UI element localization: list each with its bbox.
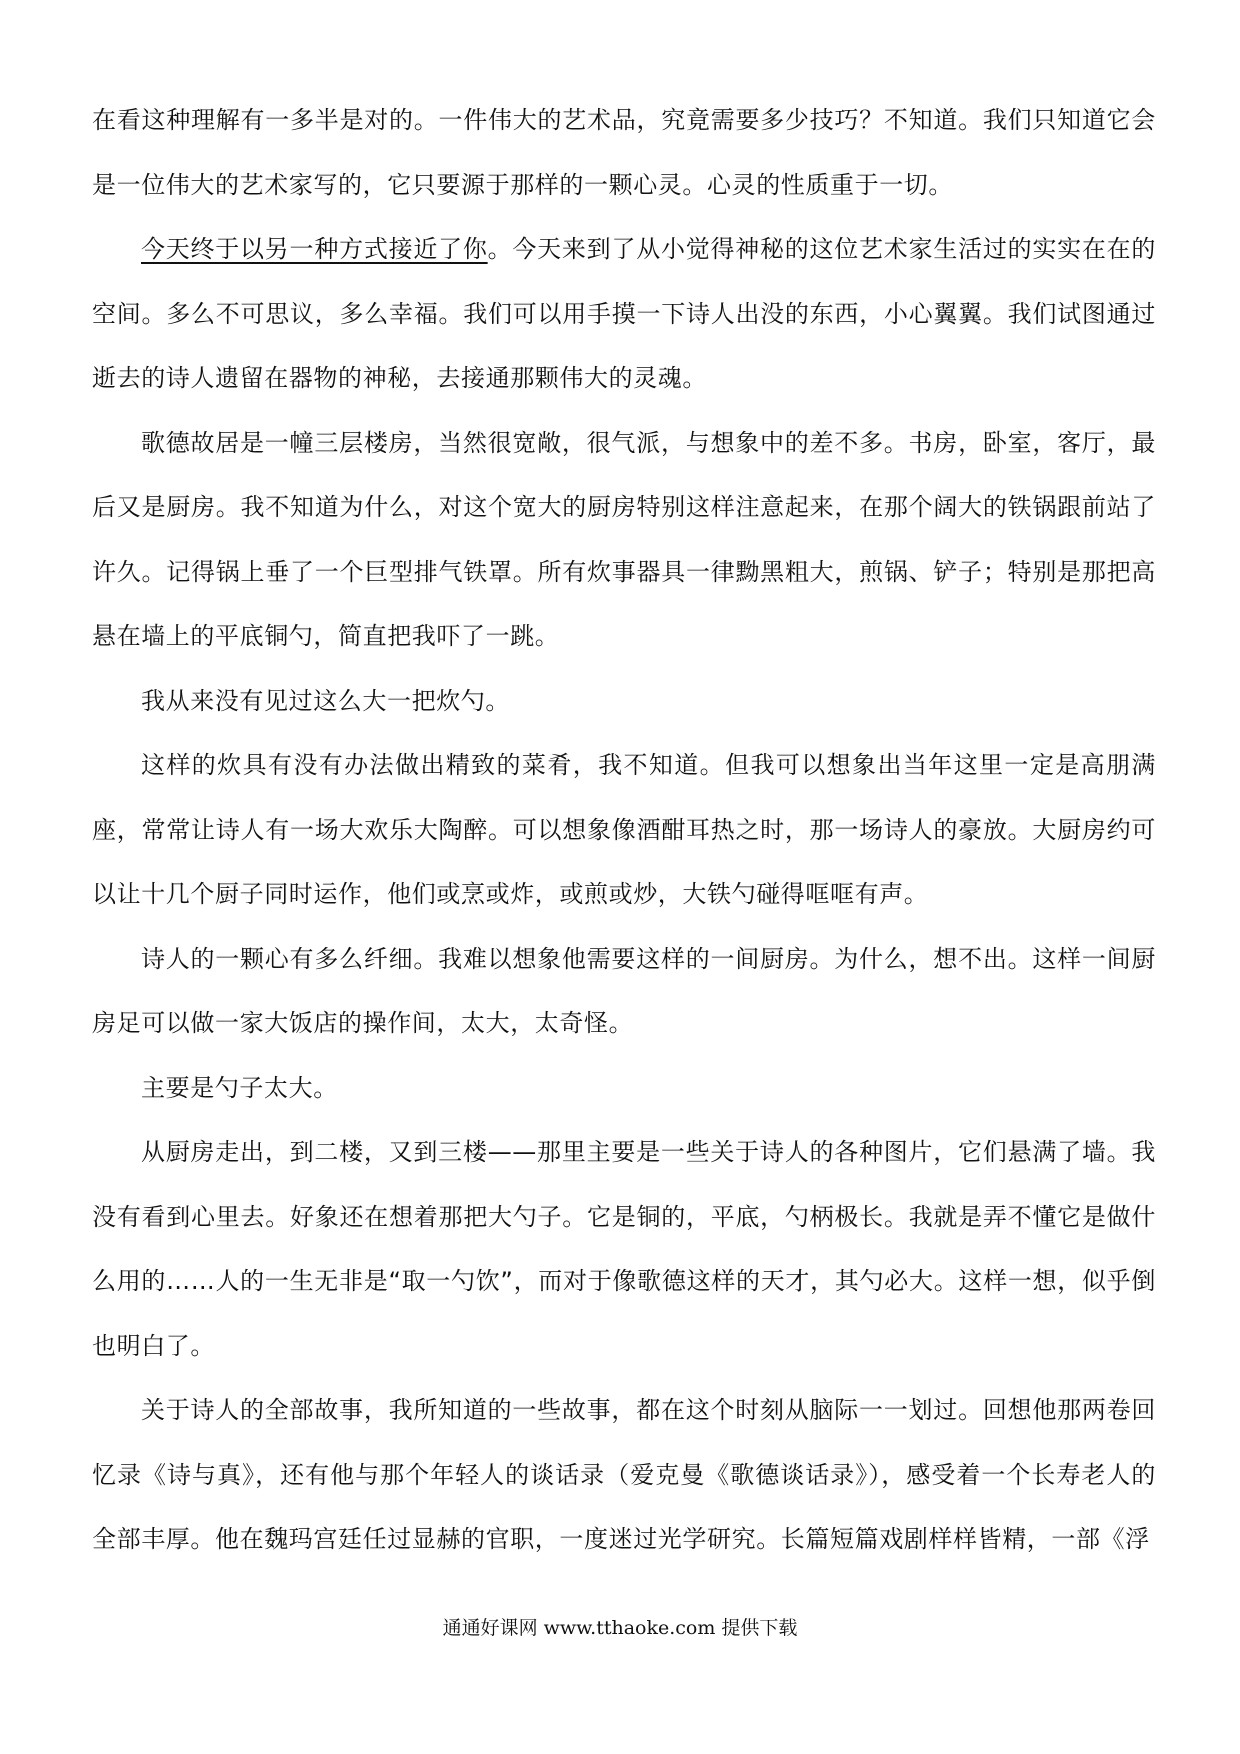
document-body [92,88,1156,1572]
paragraph-8-text: 从厨房走出，到二楼，又到三楼——那里主要是一些关于诗人的各种图片，它们悬满了墙。我没有看到心里去。好象还在想着那把大勺子。它是铜的，平底，勺柄极长。我就是弄不懂它是做什么用的……人的一生无非是“取一勺饮”，而对于像歌德这样的天才，其勺必大。这样一想，似乎倒也明白了。 [92,1138,1156,1360]
paragraph-5 [92,733,1156,927]
paragraph-1 [92,88,1156,217]
paragraph-7 [92,1056,1156,1121]
paragraph-2 [92,217,1156,411]
paragraph-3-text: 歌德故居是一幢三层楼房，当然很宽敞，很气派，与想象中的差不多。书房，卧室，客厅，最后又是厨房。我不知道为什么，对这个宽大的厨房特别这样注意起来，在那个阔大的铁锅跟前站了许久。记得锅上垂了一个巨型排气铁罩。所有炊事器具一律黝黑粗大，煎锅、铲子；特别是那把高悬在墙上的平底铜勺，简直把我吓了一跳。 [92,428,1156,650]
paragraph-6 [92,927,1156,1056]
paragraph-9 [92,1378,1156,1572]
paragraph-8 [92,1120,1156,1378]
paragraph-7-text: 主要是勺子太大。 [141,1073,338,1102]
paragraph-5-text: 这样的炊具有没有办法做出精致的菜肴，我不知道。但我可以想象出当年这里一定是高朋满座，常常让诗人有一场大欢乐大陶醉。可以想象像酒酣耳热之时，那一场诗人的豪放。大厨房约可以让十几个厨子同时运作，他们或烹或炸，或煎或炒，大铁勺碰得哐哐有声。 [92,751,1156,908]
paragraph-9-text: 关于诗人的全部故事，我所知道的一些故事，都在这个时刻从脑际一一划过。回想他那两卷回忆录《诗与真》，还有他与那个年轻人的谈话录（爱克曼《歌德谈话录》），感受着一个长寿老人的全部丰厚。他在魏玛宫廷任过显赫的官职，一度迷过光学研究。长篇短篇戏剧样样皆精，一部《浮 [92,1396,1156,1553]
paragraph-1-text: 在看这种理解有一多半是对的。一件伟大的艺术品，究竟需要多少技巧？不知道。我们只知道它会是一位伟大的艺术家写的，它只要源于那样的一颗心灵。心灵的性质重于一切。 [92,106,1156,199]
paragraph-4-text: 我从来没有见过这么大一把炊勺。 [141,686,510,715]
footer-text: 通通好课网 www.tthaoke.com 提供下载 [442,1617,798,1639]
paragraph-2-underlined-text: 今天终于以另一种方式接近了你 [141,235,488,263]
paragraph-4 [92,669,1156,734]
paragraph-6-text: 诗人的一颗心有多么纤细。我难以想象他需要这样的一间厨房。为什么，想不出。这样一间厨房足可以做一家大饭店的操作间，太大，太奇怪。 [92,944,1156,1037]
paragraph-2-text: 。今天来到了从小觉得神秘的这位艺术家生活过的实实在在的空间。多么不可思议，多么幸福。我们可以用手摸一下诗人出没的东西，小心翼翼。我们试图通过逝去的诗人遗留在器物的神秘，去接通那颗伟大的灵魂。 [92,235,1156,392]
paragraph-3 [92,411,1156,669]
page-footer [0,1613,1240,1640]
